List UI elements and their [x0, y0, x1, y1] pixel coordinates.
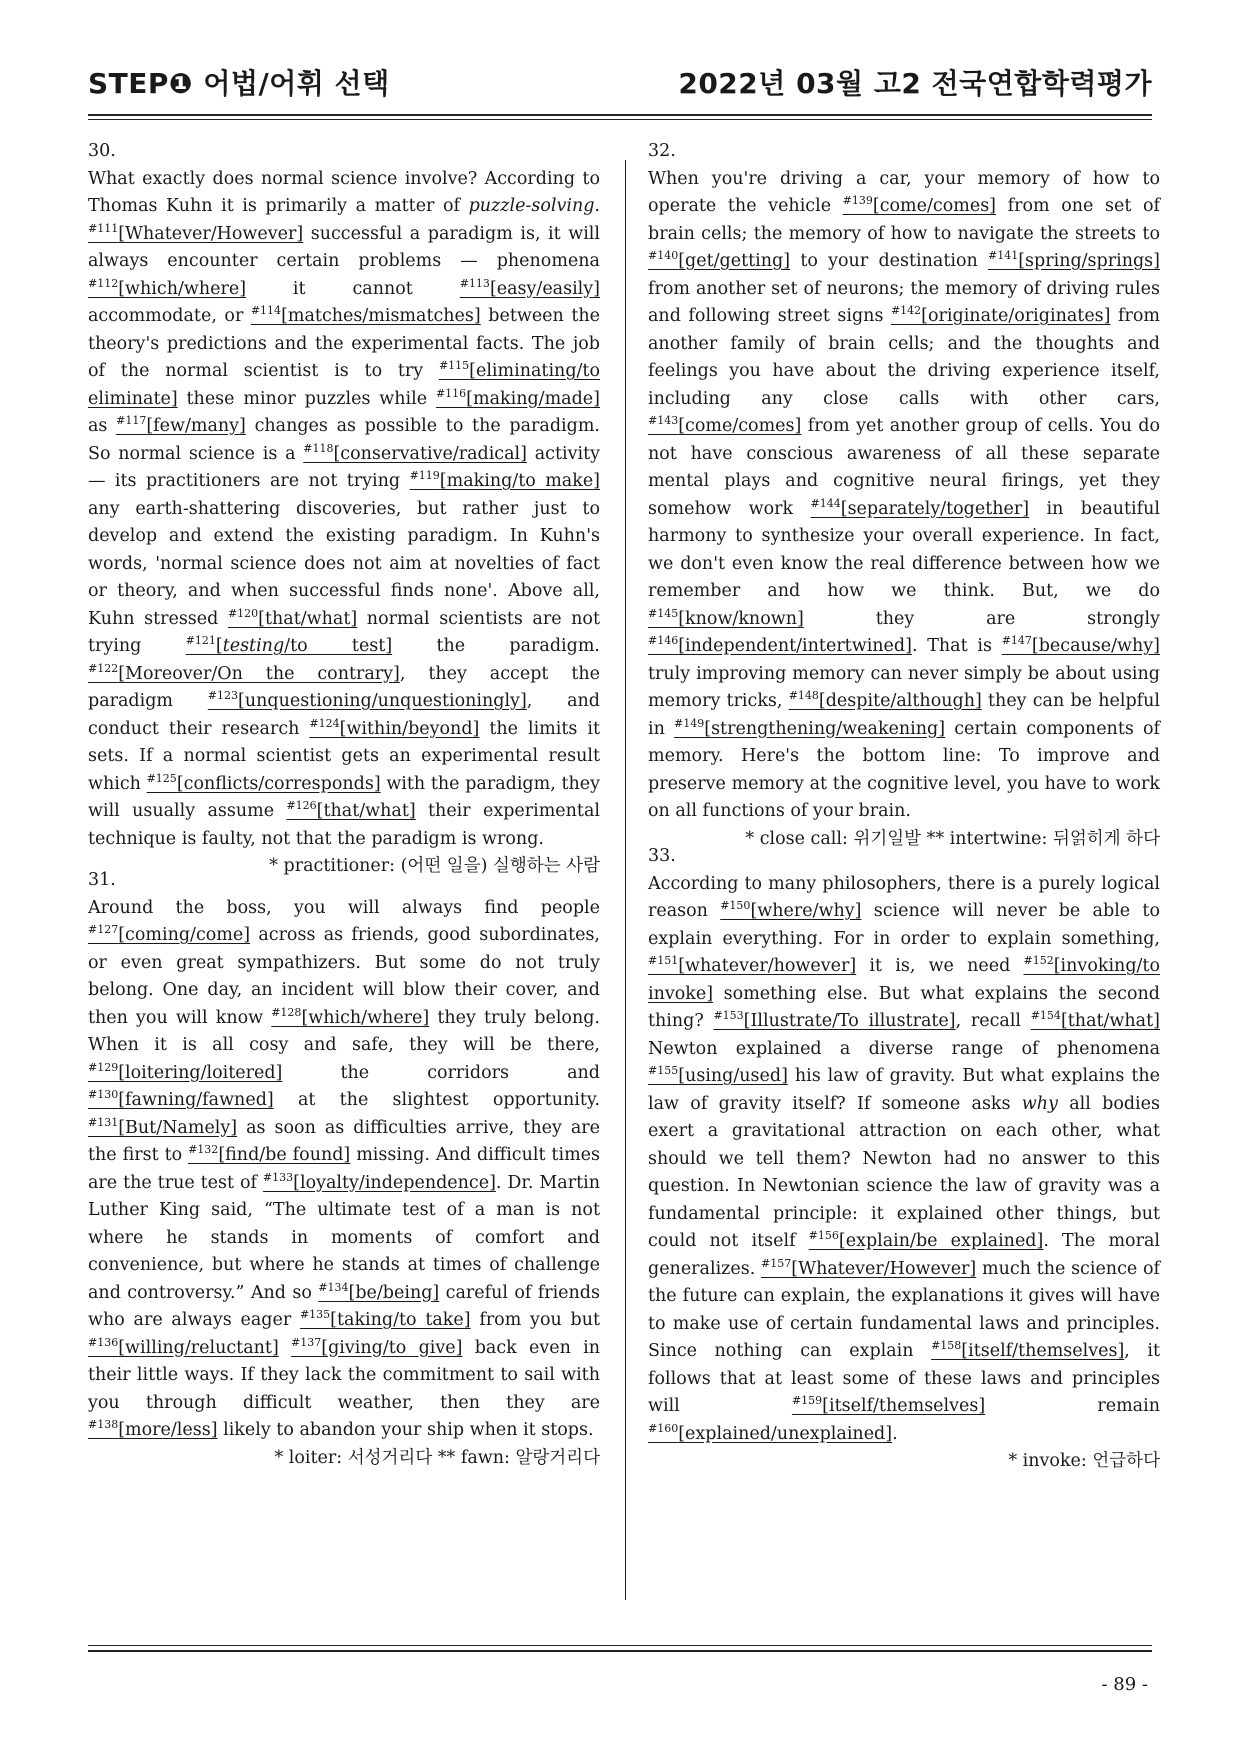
- blank-128: $^{\#128}$[which/where]: [271, 1005, 430, 1028]
- page-header: [88, 62, 1152, 102]
- blank-137: $^{\#137}$[giving/to give]: [291, 1335, 463, 1358]
- question-30: [88, 138, 600, 881]
- blank-131: $^{\#131}$[But/Namely]: [88, 1115, 238, 1138]
- question-number: 32.: [648, 141, 676, 161]
- blank-129: $^{\#129}$[loitering/loitered]: [88, 1060, 283, 1083]
- footnote: * close call: 위기일발 ** intertwine: 뒤얽히게 하다: [745, 828, 1160, 849]
- blank-157: $^{\#157}$[Whatever/However]: [761, 1256, 977, 1279]
- blank-139: $^{\#139}$[come/comes]: [842, 194, 996, 216]
- blank-122: $^{\#122}$[Moreover/On the contrary]: [88, 661, 400, 684]
- blank-136: $^{\#136}$[willing/reluctant]: [88, 1335, 279, 1358]
- question-passage: Around the boss, you will always find people $^{\#127}$[coming/come] across as friends, good subordinates, or even great sympathizers. But some do not truly belong. One day, an incident will blow their cover, and then you will know $^{\#128}$[which/where] they truly belong. When it is all cosy and safe, they will be there, $^{\#129}$[loitering/loitered] the corridors and $^{\#130}$[fawning/fawned] at the slightest opportunity. $^{\#131}$[But/Namely] as soon as difficulties arrive, they are the first to $^{\#132}$[find/be found] missing. And difficult times are the true test of $^{\#133}$[loyalty/independence]. Dr. Martin Luther King said, “The ultimate test of a man is not where he stands in moments of comfort and convenience, but where he stands at times of challenge and controversy.” And so $^{\#134}$[be/being] careful of friends who are always eager $^{\#135}$[taking/to take] from you but $^{\#136}$[willing/reluctant] $^{\#137}$[giving/to give] back even in their little ways. If they lack the commitment to sail with you through difficult weather, then they are $^{\#138}$[more/less] likely to abandon your ship when it stops.: [88, 897, 601, 1440]
- column-divider: [625, 160, 626, 1600]
- blank-132: $^{\#132}$[find/be found]: [188, 1143, 351, 1165]
- blank-156: $^{\#156}$[explain/be explained]: [808, 1229, 1044, 1251]
- footnote: * loiter: 서성거리다 ** fawn: 알랑거리다: [274, 1447, 600, 1468]
- blank-140: $^{\#140}$[get/getting]: [648, 249, 791, 271]
- question-passage: What exactly does normal science involve? According to Thomas Kuhn it is primarily a matter of puzzle-solving. $^{\#111}$[Whatever/However] successful a paradigm is, it will always encounter certain problems — phenomena $^{\#112}$[which/where] it cannot $^{\#113}$[easy/easily] accommodate, or $^{\#114}$[matches/mismatches] between the theory's predictions and the experimental facts. The job of the normal scientist is to try $^{\#115}$[eliminating/to eliminate] these minor puzzles while $^{\#116}$[making/made] as $^{\#117}$[few/many] changes as possible to the paradigm. So normal science is a $^{\#118}$[conservative/radical] activity — its practitioners are not trying $^{\#119}$[making/to make] any earth-shattering discoveries, but rather just to develop and extend the existing paradigm. In Kuhn's words, 'normal science does not aim at novelties of fact or theory, and when successful finds none'. Above all, Kuhn stressed $^{\#120}$[that/what] normal scientists are not trying $^{\#121}$[testing/to test] the paradigm. $^{\#122}$[Moreover/On the contrary], they accept the paradigm $^{\#123}$[unquestioning/unquestioningly], and conduct their research $^{\#124}$[within/beyond] the limits it sets. If a normal scientist gets an experimental result which $^{\#125}$[conflicts/corresponds] with the paradigm, they will usually assume $^{\#126}$[that/what] their experimental technique is faulty, not that the paradigm is wrong.: [88, 168, 601, 849]
- question-passage: According to many philosophers, there is a purely logical reason $^{\#150}$[where/why] science will never be able to explain everything. For in order to explain something, $^{\#151}$[whatever/however] it is, we need $^{\#152}$[invoking/to invoke] something else. But what explains the second thing? $^{\#153}$[Illustrate/To illustrate], recall $^{\#154}$[that/what] Newton explained a diverse range of phenomena $^{\#155}$[using/used] his law of gravity. But what explains the law of gravity itself? If someone asks why all bodies exert a gravitational attraction on each other, what should we tell them? Newton had no answer to this question. In Newtonian science the law of gravity was a fundamental principle: it explained other things, but could not itself $^{\#156}$[explain/be explained]. The moral generalizes. $^{\#157}$[Whatever/However] much the science of the future can explain, the explanations it gives will have to make use of certain fundamental laws and principles. Since nothing can explain $^{\#158}$[itself/themselves], it follows that at least some of these laws and principles will $^{\#159}$[itself/themselves] remain $^{\#160}$[explained/unexplained].: [648, 873, 1160, 1444]
- blank-158: $^{\#158}$[itself/themselves]: [931, 1339, 1125, 1361]
- blank-116: $^{\#116}$[making/made]: [435, 386, 600, 409]
- blank-130: $^{\#130}$[fawning/fawned]: [88, 1088, 274, 1110]
- footnote: * invoke: 언급하다: [1008, 1451, 1160, 1471]
- blank-112: $^{\#112}$[which/where]: [88, 276, 247, 299]
- footer-rule-thick: [88, 1650, 1152, 1652]
- blank-118: $^{\#118}$[conservative/radical]: [303, 441, 527, 464]
- blank-113: $^{\#113}$[easy/easily]: [459, 276, 600, 299]
- blank-138: $^{\#138}$[more/less]: [88, 1418, 218, 1440]
- header-rule-thick: [88, 114, 1152, 116]
- blank-111: $^{\#111}$[Whatever/However]: [88, 221, 304, 244]
- blank-145: $^{\#145}$[know/known]: [648, 606, 804, 629]
- question-31: [88, 867, 600, 1472]
- blank-152: $^{\#152}$[invoking/to invoke]: [648, 954, 1160, 1004]
- blank-147: $^{\#147}$[because/why]: [1001, 634, 1160, 656]
- blank-153: $^{\#153}$[Illustrate/To illustrate]: [713, 1009, 956, 1031]
- blank-148: $^{\#148}$[despite/although]: [788, 689, 982, 711]
- blank-123: $^{\#123}$[unquestioning/unquestioningly]: [207, 689, 527, 711]
- blank-142: $^{\#142}$[originate/originates]: [890, 304, 1111, 326]
- emphasis: why: [1021, 1093, 1058, 1114]
- exam-title: 2022년 03월 고2 전국연합학력평가: [678, 67, 1152, 100]
- blank-146: $^{\#146}$[independent/intertwined]: [648, 634, 912, 656]
- question-number: 33.: [648, 846, 676, 866]
- blank-159: $^{\#159}$[itself/themselves]: [791, 1394, 986, 1416]
- blank-154: $^{\#154}$[that/what]: [1030, 1009, 1160, 1031]
- blank-155: $^{\#155}$[using/used]: [648, 1064, 788, 1086]
- question-33: [648, 843, 1160, 1476]
- footnote: * practitioner: (어떤 일을) 실행하는 사람: [269, 856, 600, 876]
- blank-141: $^{\#141}$[spring/springs]: [988, 249, 1160, 271]
- question-passage: When you're driving a car, your memory of how to operate the vehicle $^{\#139}$[come/comes] from one set of brain cells; the memory of how to navigate the streets to $^{\#140}$[get/getting] to your destination $^{\#141}$[spring/springs] from another set of neurons; the memory of driving rules and following street signs $^{\#142}$[originate/originates] from another family of brain cells; and the thoughts and feelings you have about the driving experience itself, including any close calls with other cars, $^{\#143}$[come/comes] from yet another group of cells. You do not have conscious awareness of all these separate mental plays and cognitive neural firings, yet they somehow work $^{\#144}$[separately/together] in beautiful harmony to synthesize your overall experience. In fact, we don't even know the real difference between how we remember and how we think. But, we do $^{\#145}$[know/known] they are strongly $^{\#146}$[independent/intertwined]. That is $^{\#147}$[because/why] truly improving memory can never simply be about using memory tricks, $^{\#148}$[despite/although] they can be helpful in $^{\#149}$[strengthening/weakening] certain components of memory. Here's the bottom line: To improve and preserve memory at the cognitive level, you have to work on all functions of your brain.: [648, 168, 1161, 821]
- blank-143: $^{\#143}$[come/comes]: [648, 414, 802, 436]
- footer-rule-thin: [88, 1645, 1152, 1646]
- blank-144: $^{\#144}$[separately/together]: [810, 496, 1030, 519]
- emphasis: puzzle-solving: [468, 196, 595, 216]
- blank-133: $^{\#133}$[loyalty/independence]: [262, 1170, 496, 1193]
- blank-121: $^{\#121}$[testing/to test]: [185, 634, 393, 656]
- blank-160: $^{\#160}$[explained/unexplained]: [648, 1421, 893, 1444]
- blank-119: $^{\#119}$[making/to make]: [409, 469, 601, 491]
- question-number: 30.: [88, 141, 116, 161]
- blank-114: $^{\#114}$[matches/mismatches]: [250, 304, 481, 326]
- header-rule-thin: [88, 119, 1152, 120]
- blank-126: $^{\#126}$[that/what]: [286, 799, 416, 821]
- blank-127: $^{\#127}$[coming/come]: [88, 923, 251, 945]
- blank-135: $^{\#135}$[taking/to take]: [299, 1308, 471, 1330]
- blank-120: $^{\#120}$[that/what]: [227, 606, 358, 629]
- question-32: [648, 138, 1160, 853]
- blank-151: $^{\#151}$[whatever/however]: [648, 954, 857, 976]
- blank-115: $^{\#115}$[eliminating/to eliminate]: [88, 359, 600, 409]
- blank-124: $^{\#124}$[within/beyond]: [309, 716, 480, 739]
- question-number: 31.: [88, 870, 116, 890]
- blank-150: $^{\#150}$[where/why]: [720, 899, 862, 921]
- blank-125: $^{\#125}$[conflicts/corresponds]: [146, 771, 381, 794]
- blank-134: $^{\#134}$[be/being]: [318, 1280, 440, 1303]
- blank-117: $^{\#117}$[few/many]: [116, 414, 246, 436]
- page-number: - 89 -: [1101, 1674, 1148, 1695]
- blank-149: $^{\#149}$[strengthening/weakening]: [674, 716, 946, 739]
- step-title: STEP❶ 어법/어휘 선택: [88, 67, 390, 100]
